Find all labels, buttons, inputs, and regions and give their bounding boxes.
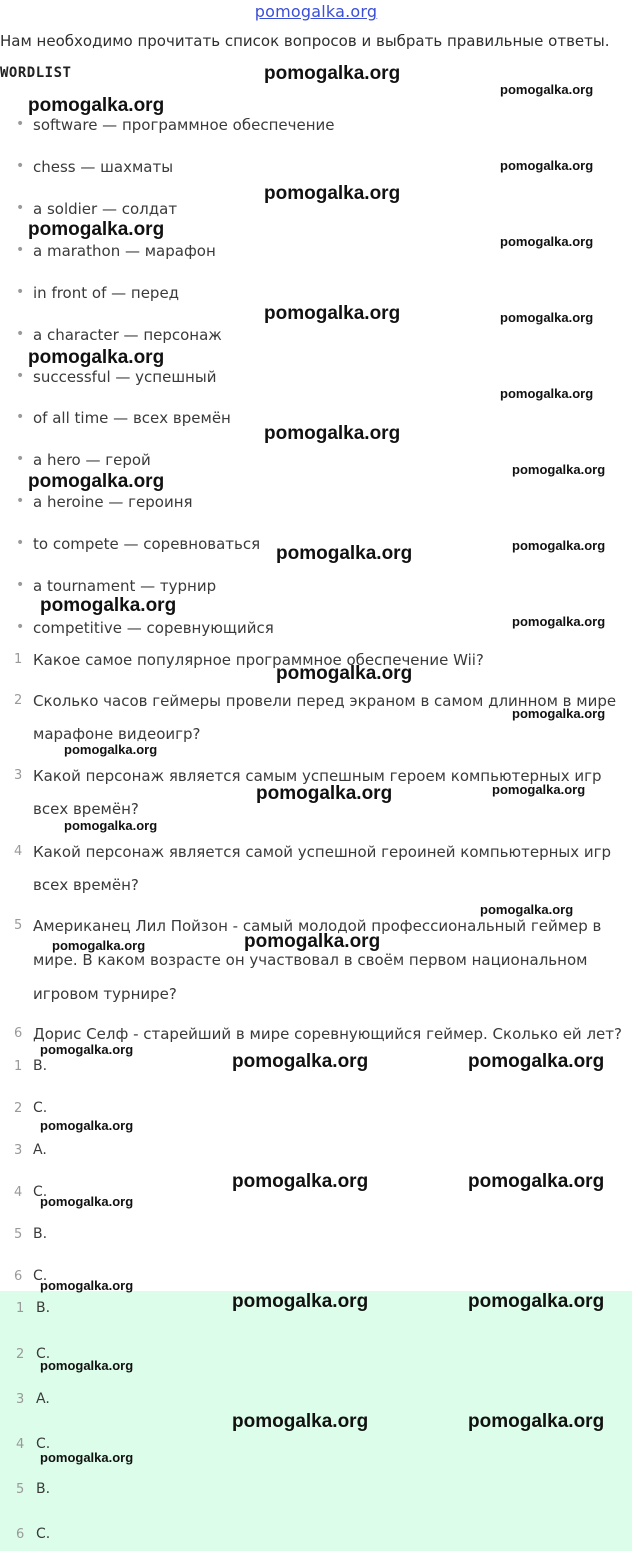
question-text: Какое самое популярное программное обеспечение Wii?	[33, 651, 484, 669]
answer-number: 5	[16, 1482, 25, 1497]
watermark-text: pomogalka.org	[40, 1194, 134, 1209]
answer-text: B.	[36, 1300, 51, 1316]
answer-text: C.	[33, 1268, 48, 1284]
bullet-icon: •	[16, 158, 25, 174]
answer-number: 3	[16, 1392, 25, 1407]
watermark-text: pomogalka.org	[64, 742, 158, 757]
answer-text: B.	[36, 1481, 51, 1497]
question-text: мире. В каком возрасте он участвовал в своём первом национальном	[33, 951, 588, 969]
answer-number: 5	[14, 1227, 23, 1242]
wordlist-item: a tournament — турнир	[33, 577, 217, 595]
watermark-text: pomogalka.org	[232, 1411, 369, 1432]
watermark-text: pomogalka.org	[40, 1358, 134, 1373]
wordlist-item: of all time — всех времён	[33, 409, 231, 427]
watermark-text: pomogalka.org	[500, 310, 594, 325]
answer-number: 1	[16, 1301, 25, 1316]
question-text: Американец Лил Пойзон - самый молодой профессиональный геймер в	[33, 917, 602, 935]
watermark-text: pomogalka.org	[500, 82, 594, 97]
answer-text: C.	[33, 1100, 48, 1116]
wordlist-item: a hero — герой	[33, 451, 151, 469]
site-title[interactable]: pomogalka.org	[254, 2, 378, 21]
intro-text: Нам необходимо прочитать список вопросов и выбрать правильные ответы.	[0, 32, 610, 50]
watermark-text: pomogalka.org	[40, 1278, 134, 1293]
wordlist-item: software — программное обеспечение	[33, 116, 335, 134]
question-text: всех времён?	[33, 800, 139, 818]
question-text: марафоне видеоигр?	[33, 725, 201, 743]
answer-text: C.	[36, 1346, 51, 1362]
bullet-icon: •	[16, 368, 25, 384]
answer-number: 6	[16, 1527, 25, 1542]
wordlist-item: a character — персонаж	[33, 326, 222, 344]
watermark-text: pomogalka.org	[264, 423, 401, 444]
watermark-text: pomogalka.org	[40, 595, 177, 616]
answer-number: 6	[14, 1269, 23, 1284]
watermark-text: pomogalka.org	[512, 706, 606, 721]
watermark-text: pomogalka.org	[232, 1171, 369, 1192]
wordlist-item: in front of — перед	[33, 284, 180, 302]
wordlist-heading: WORDLIST	[0, 65, 72, 81]
bullet-icon: •	[16, 284, 25, 300]
watermark-text: pomogalka.org	[232, 1051, 369, 1072]
wordlist-item: to compete — соревноваться	[33, 535, 261, 553]
watermark-text: pomogalka.org	[232, 1291, 369, 1312]
watermark-text: pomogalka.org	[500, 158, 594, 173]
watermark-text: pomogalka.org	[264, 303, 401, 324]
question-number: 1	[14, 652, 23, 667]
watermark-text: pomogalka.org	[468, 1171, 605, 1192]
answer-number: 2	[14, 1101, 23, 1116]
wordlist-item: a soldier — солдат	[33, 200, 178, 218]
watermark-text: pomogalka.org	[276, 543, 413, 564]
answer-number: 4	[14, 1185, 23, 1200]
answer-number: 1	[14, 1059, 23, 1074]
question-number: 4	[14, 844, 23, 859]
bullet-icon: •	[16, 619, 25, 635]
watermark-text: pomogalka.org	[480, 902, 574, 917]
question-number: 3	[14, 768, 23, 783]
watermark-text: pomogalka.org	[264, 63, 401, 84]
watermark-text: pomogalka.org	[512, 538, 606, 553]
bullet-icon: •	[16, 200, 25, 216]
watermark-text: pomogalka.org	[28, 95, 165, 116]
watermark-text: pomogalka.org	[468, 1051, 605, 1072]
answer-text: A.	[36, 1391, 50, 1407]
bullet-icon: •	[16, 535, 25, 551]
answer-text: C.	[33, 1184, 48, 1200]
question-text: Дорис Селф - старейший в мире соревнующийся геймер. Сколько ей лет?	[33, 1025, 622, 1043]
answer-text: A.	[33, 1142, 47, 1158]
bullet-icon: •	[16, 116, 25, 132]
bullet-icon: •	[16, 409, 25, 425]
question-text: всех времён?	[33, 876, 139, 894]
watermark-text: pomogalka.org	[500, 234, 594, 249]
question-text: Какой персонаж является самым успешным героем компьютерных игр	[33, 767, 602, 785]
question-text: Какой персонаж является самой успешной героиней компьютерных игр	[33, 843, 612, 861]
bullet-icon: •	[16, 451, 25, 467]
answer-number: 3	[14, 1143, 23, 1158]
watermark-text: pomogalka.org	[40, 1118, 134, 1133]
question-number: 6	[14, 1026, 23, 1041]
question-number: 2	[14, 693, 23, 708]
watermark-text: pomogalka.org	[28, 347, 165, 368]
wordlist-item: competitive — соревнующийся	[33, 619, 274, 637]
answer-text: C.	[36, 1526, 51, 1542]
watermark-text: pomogalka.org	[468, 1411, 605, 1432]
answer-number: 4	[16, 1437, 25, 1452]
wordlist-item: successful — успешный	[33, 368, 217, 386]
wordlist-item: chess — шахматы	[33, 158, 174, 176]
watermark-text: pomogalka.org	[28, 471, 165, 492]
watermark-text: pomogalka.org	[28, 219, 165, 240]
watermark-text: pomogalka.org	[40, 1450, 134, 1465]
watermark-text: pomogalka.org	[264, 183, 401, 204]
watermark-text: pomogalka.org	[52, 938, 146, 953]
bullet-icon: •	[16, 577, 25, 593]
wordlist-item: a marathon — марафон	[33, 242, 216, 260]
answer-number: 2	[16, 1347, 25, 1362]
watermark-text: pomogalka.org	[40, 1042, 134, 1057]
answer-text: C.	[36, 1436, 51, 1452]
bullet-icon: •	[16, 493, 25, 509]
answer-text: B.	[33, 1058, 48, 1074]
watermark-text: pomogalka.org	[512, 462, 606, 477]
question-text: Сколько часов геймеры провели перед экраном в самом длинном в мире	[33, 692, 617, 710]
watermark-text: pomogalka.org	[500, 386, 594, 401]
question-text: игровом турнире?	[33, 985, 177, 1003]
bullet-icon: •	[16, 326, 25, 342]
watermark-text: pomogalka.org	[256, 783, 393, 804]
watermark-text: pomogalka.org	[512, 614, 606, 629]
bullet-icon: •	[16, 242, 25, 258]
question-number: 5	[14, 918, 23, 933]
answer-text: B.	[33, 1226, 48, 1242]
watermark-text: pomogalka.org	[244, 931, 381, 952]
watermark-text: pomogalka.org	[276, 663, 413, 684]
watermark-text: pomogalka.org	[468, 1291, 605, 1312]
watermark-text: pomogalka.org	[492, 782, 586, 797]
watermark-text: pomogalka.org	[64, 818, 158, 833]
wordlist-item: a heroine — героиня	[33, 493, 193, 511]
